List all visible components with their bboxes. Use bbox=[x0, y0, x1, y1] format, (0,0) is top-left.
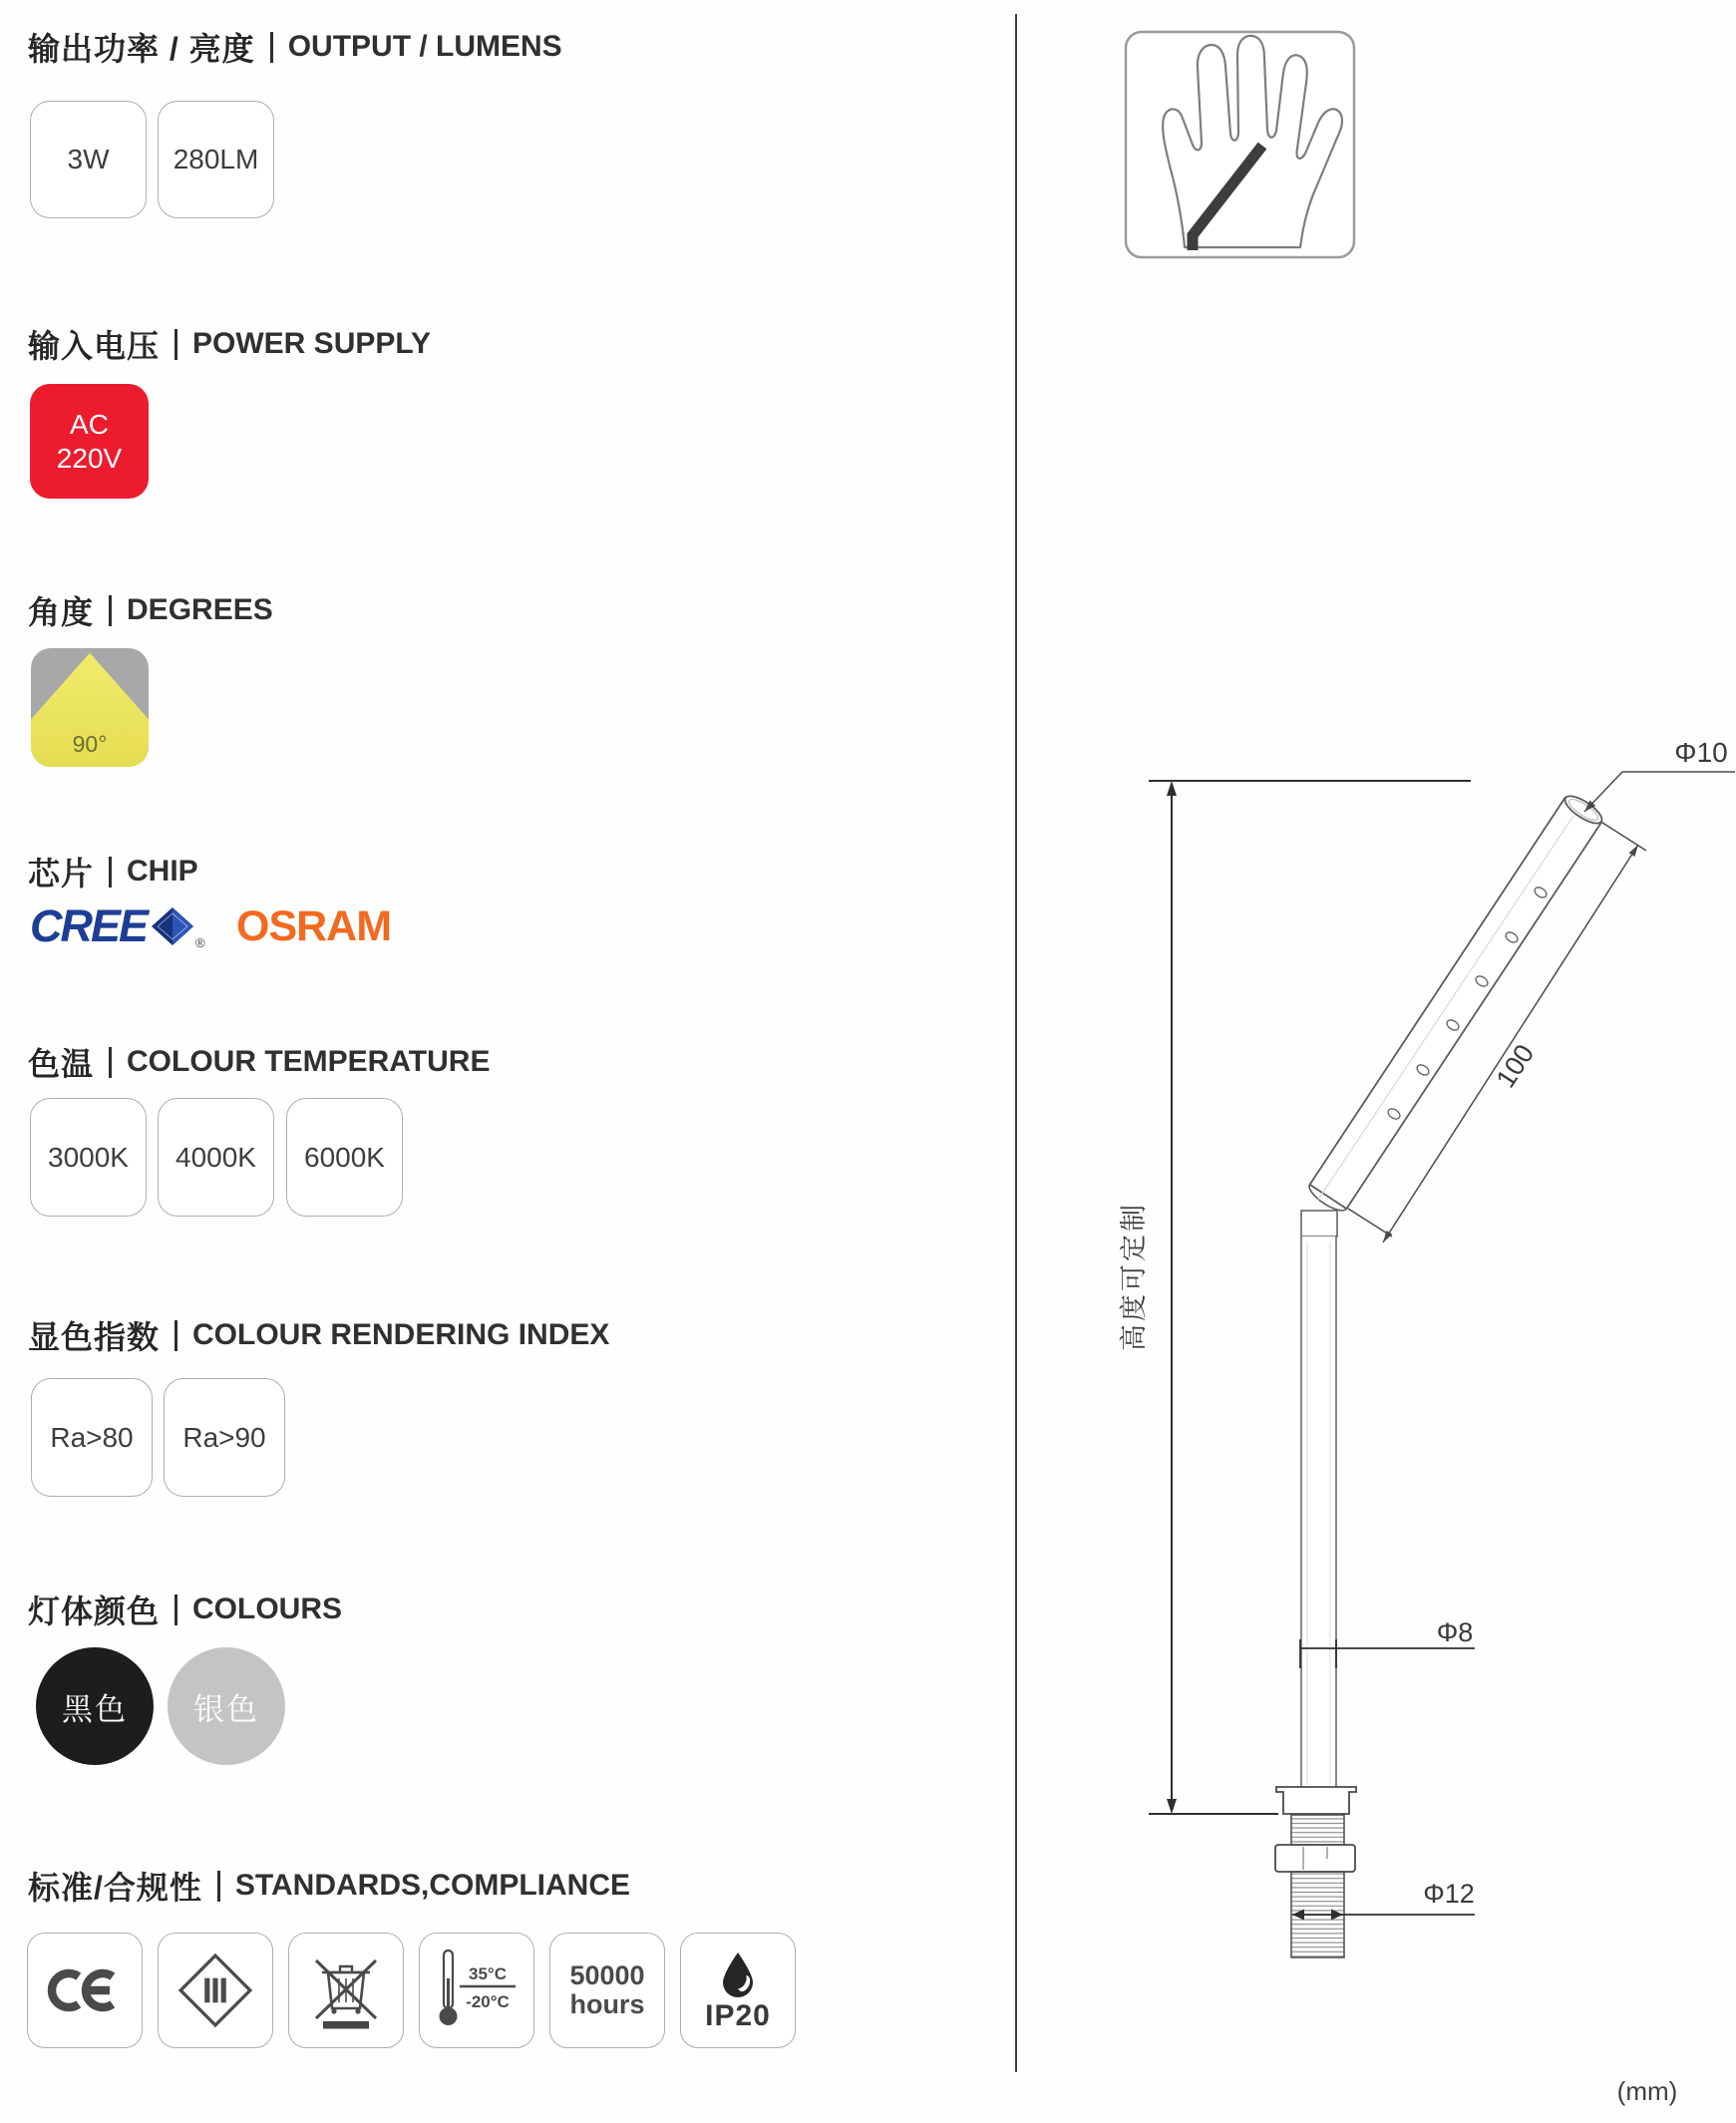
registered-mark: ® bbox=[195, 935, 205, 950]
colour-swatch-label: 黑色 bbox=[62, 1691, 128, 1727]
lifetime-unit: hours bbox=[569, 1989, 645, 2019]
section-cri-title-zh: 显色指数 bbox=[28, 1319, 161, 1355]
output-wattage-value: 3W bbox=[67, 144, 110, 175]
head-diameter-label: Φ10 bbox=[1674, 737, 1728, 768]
base-flange bbox=[1276, 1787, 1356, 1814]
section-colours-title-en: COLOURS bbox=[192, 1592, 343, 1625]
section-colours-title-zh: 灯体颜色 bbox=[28, 1593, 161, 1629]
osram-logo-text: OSRAM bbox=[236, 901, 392, 950]
dimension-drawing bbox=[1119, 737, 1735, 2106]
cct-value: 3000K bbox=[48, 1141, 129, 1173]
temp-low-value: -20°C bbox=[466, 1992, 510, 2011]
power-supply-line2: 220V bbox=[56, 442, 123, 474]
thread-diameter-label: Φ12 bbox=[1423, 1879, 1475, 1909]
cri-value: Ra>80 bbox=[50, 1421, 134, 1453]
beam-angle-value: 90° bbox=[72, 731, 108, 757]
section-output-title-zh: 输出功率 / 亮度 bbox=[28, 31, 255, 67]
section-degrees-title-zh: 角度 bbox=[28, 594, 95, 630]
section-power-title-zh: 输入电压 bbox=[28, 328, 161, 364]
thread-upper bbox=[1291, 1815, 1344, 1845]
cct-value: 6000K bbox=[304, 1141, 385, 1173]
cct-value: 4000K bbox=[175, 1141, 256, 1173]
section-cri-title-en: COLOUR RENDERING INDEX bbox=[192, 1318, 610, 1351]
section-cct-title-zh: 色温 bbox=[28, 1046, 95, 1082]
output-lumens-value: 280LM bbox=[173, 144, 259, 175]
hinge-collar bbox=[1301, 1211, 1337, 1237]
section-cct-title-en: COLOUR TEMPERATURE bbox=[127, 1045, 491, 1078]
power-supply-line1: AC bbox=[70, 409, 109, 441]
colour-swatch-label: 银色 bbox=[193, 1691, 259, 1727]
section-standards-title-zh: 标准/合规性 bbox=[28, 1870, 202, 1906]
ip-rating-value: IP20 bbox=[705, 1999, 771, 2032]
hand-size-reference-icon bbox=[1126, 32, 1354, 257]
section-degrees-title-en: DEGREES bbox=[127, 593, 273, 626]
pole-diameter-label: Φ8 bbox=[1436, 1617, 1474, 1647]
section-chip-title-en: CHIP bbox=[127, 855, 198, 887]
section-chip-title-zh: 芯片 bbox=[28, 856, 95, 891]
cri-value: Ra>90 bbox=[182, 1421, 266, 1453]
section-standards-title-en: STANDARDS,COMPLIANCE bbox=[234, 1869, 631, 1902]
lifetime-value: 50000 bbox=[569, 1959, 645, 1990]
unit-note: (mm) bbox=[1616, 2076, 1678, 2106]
hex-nut bbox=[1275, 1845, 1355, 1872]
section-output-title-en: OUTPUT / LUMENS bbox=[287, 30, 562, 63]
cree-logo-text: CREE bbox=[30, 900, 148, 951]
section-power-title-en: POWER SUPPLY bbox=[192, 327, 431, 360]
head-length-label: 100 bbox=[1490, 1039, 1541, 1094]
temp-high-value: 35°C bbox=[469, 1964, 507, 1983]
height-note-label: 高度可定制 bbox=[1119, 1202, 1149, 1351]
